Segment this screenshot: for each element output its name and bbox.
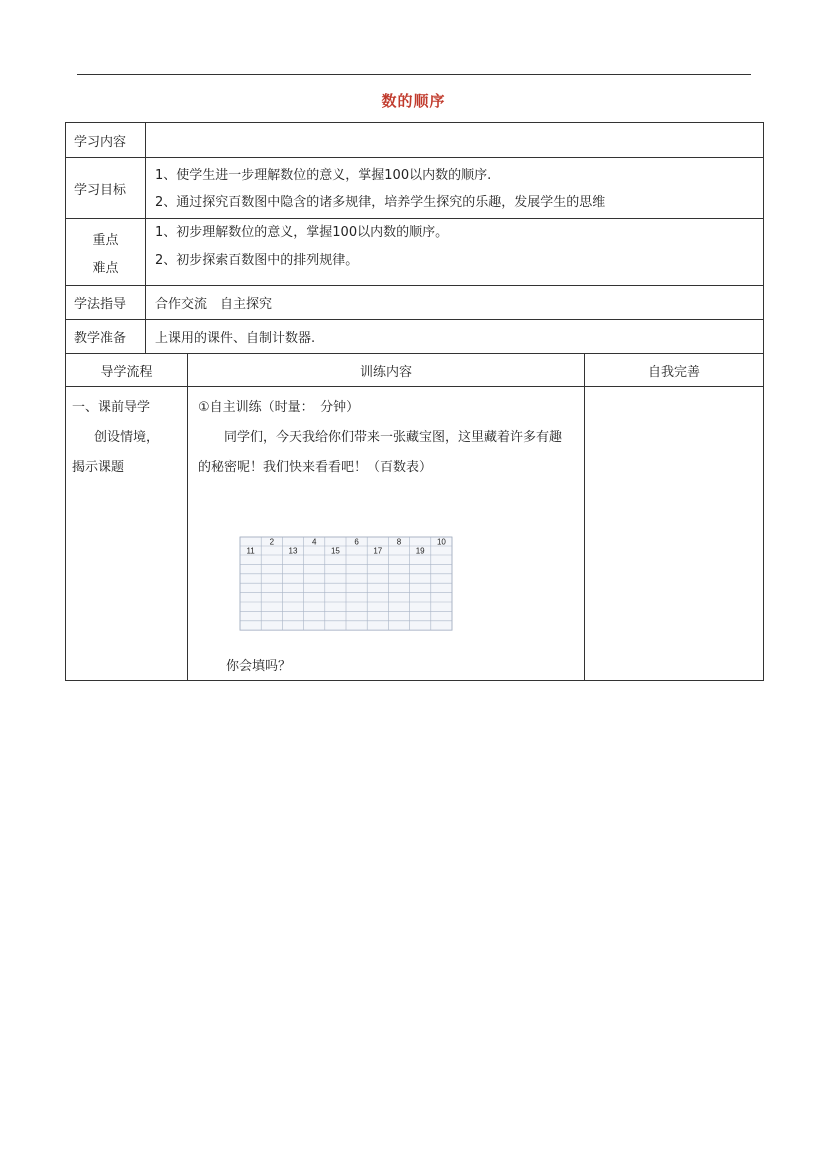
row-learning-content bbox=[66, 123, 763, 158]
key-difficult-value bbox=[146, 219, 763, 285]
improve-cell bbox=[585, 387, 763, 680]
column-header-improve: 自我完善 bbox=[647, 364, 700, 380]
lesson-plan-table bbox=[65, 122, 764, 681]
fill-question: 你会填吗？ bbox=[226, 659, 292, 674]
training-heading: ①自主训练（时量： 分钟） bbox=[198, 400, 360, 415]
process-sub-2: 揭示课题 bbox=[72, 460, 125, 475]
learning-content-label: 学习内容 bbox=[66, 123, 146, 157]
column-header-training: 训练内容 bbox=[188, 354, 585, 386]
preparation-label: 教学准备 bbox=[66, 320, 146, 353]
learning-goal-label: 学习目标 bbox=[66, 158, 146, 218]
hundred-chart-number: 13 bbox=[288, 546, 298, 556]
method-value: 合作交流 自主探究 bbox=[155, 297, 273, 312]
goal-item-2: 2、通过探究百数图中隐含的诸多规律，培养学生探究的乐趣，发展学生的思维 bbox=[155, 195, 606, 210]
row-body bbox=[66, 387, 763, 680]
learning-content-value bbox=[146, 123, 763, 157]
training-cell bbox=[188, 387, 585, 680]
row-method bbox=[66, 286, 763, 320]
goal-item-1: 1、使学生进一步理解数位的意义，掌握100以内数的顺序. bbox=[155, 168, 492, 183]
learning-goal-value bbox=[146, 158, 763, 218]
process-step: 一、课前导学 bbox=[72, 400, 151, 415]
column-header-process: 导学流程 bbox=[66, 354, 188, 386]
key-label: 重点 bbox=[92, 232, 119, 248]
process-sub-1: 创设情境， bbox=[94, 430, 160, 445]
hundred-chart-number: 11 bbox=[246, 546, 255, 556]
key-item-2: 2、初步探索百数图中的排列规律。 bbox=[155, 253, 359, 268]
difficult-label: 难点 bbox=[92, 260, 119, 276]
page-title: 数的顺序 bbox=[381, 92, 446, 110]
row-learning-goal bbox=[66, 158, 763, 219]
row-preparation bbox=[66, 320, 763, 354]
hundred-chart-number: 10 bbox=[436, 537, 446, 547]
hundred-chart-number: 15 bbox=[330, 546, 340, 556]
preparation-value: 上课用的课件、自制计数器. bbox=[155, 331, 316, 346]
row-column-headers bbox=[66, 354, 763, 387]
row-key-difficult bbox=[66, 219, 763, 286]
hundred-chart-number: 8 bbox=[396, 537, 402, 547]
hundred-chart bbox=[239, 535, 453, 631]
header-rule bbox=[77, 74, 751, 75]
hundred-chart-number: 19 bbox=[415, 546, 425, 556]
process-cell bbox=[66, 387, 188, 680]
training-paragraph: 同学们，今天我给你们带来一张藏宝图，这里藏着许多有趣的秘密呢！我们快来看看吧！（百数表） bbox=[198, 430, 563, 475]
key-item-1: 1、初步理解数位的意义，掌握100以内数的顺序。 bbox=[155, 225, 449, 240]
key-difficult-label bbox=[66, 219, 146, 285]
hundred-chart-number: 4 bbox=[311, 537, 317, 547]
method-label: 学法指导 bbox=[66, 286, 146, 319]
hundred-chart-number: 2 bbox=[269, 537, 275, 547]
hundred-chart-number: 6 bbox=[354, 537, 359, 547]
hundred-chart-number: 17 bbox=[373, 546, 383, 556]
